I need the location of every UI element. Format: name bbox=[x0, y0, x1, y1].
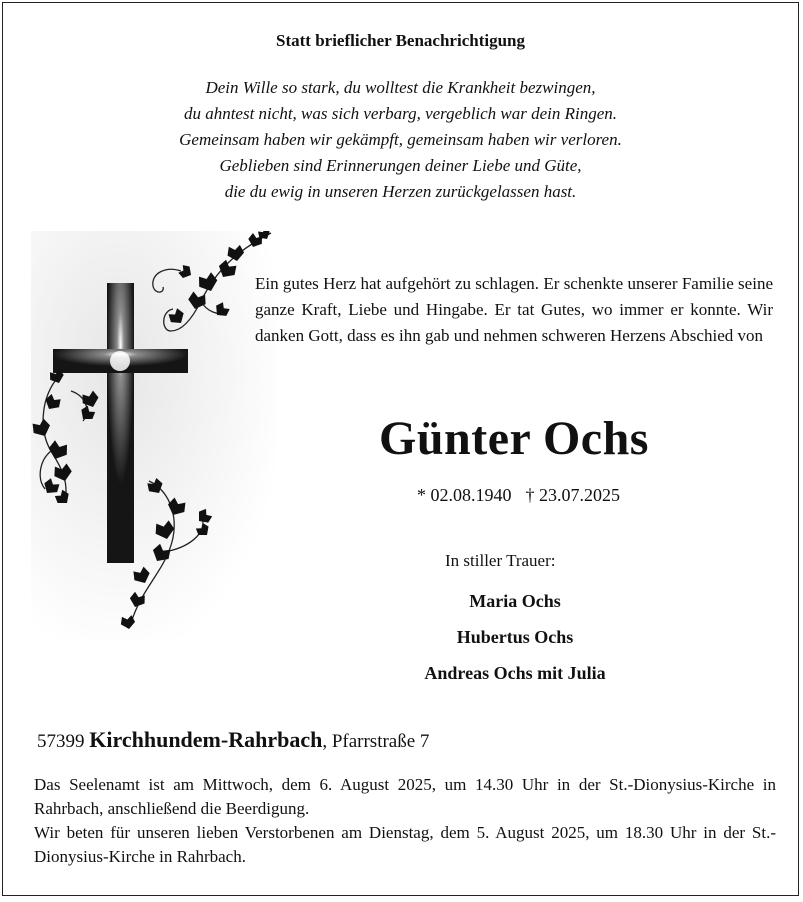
birth-date: * 02.08.1940 bbox=[417, 485, 512, 505]
prayer-info: Wir beten für unseren lieben Verstorbenen am Dienstag, dem 5. August 2025, um 18.30 Uhr in der St.-Dionysius-Kirche in Rahrbach. bbox=[34, 823, 776, 866]
mourner-name: Andreas Ochs mit Julia bbox=[424, 663, 606, 683]
service-information bbox=[34, 773, 776, 869]
poem-line: Dein Wille so stark, du wolltest die Krankheit bezwingen, bbox=[205, 78, 596, 97]
mourner-name: Hubertus Ochs bbox=[456, 627, 574, 647]
cross-with-ivy-icon bbox=[31, 231, 276, 641]
mourner-list bbox=[355, 583, 675, 691]
notice-heading: Statt brieflicher Benachrichtigung bbox=[276, 31, 525, 50]
mourning-label: In stiller Trauer: bbox=[445, 551, 556, 570]
address bbox=[37, 727, 429, 753]
mourner-name: Maria Ochs bbox=[469, 591, 561, 611]
address-city: Kirchhundem-Rahrbach bbox=[89, 727, 323, 752]
requiem-info: Das Seelenamt ist am Mittwoch, dem 6. August 2025, um 14.30 Uhr in der St.-Dionysius-Kirche in Rahrbach, anschließend die Beerdigung. bbox=[34, 775, 776, 818]
poem-line: du ahntest nicht, was sich verbarg, vergeblich war dein Ringen. bbox=[183, 104, 618, 123]
address-street: , Pfarrstraße 7 bbox=[322, 731, 430, 752]
address-zip: 57399 bbox=[37, 731, 85, 752]
poem-line: Geblieben sind Erinnerungen deiner Liebe und Güte, bbox=[219, 156, 582, 175]
deceased-name: Günter Ochs bbox=[379, 412, 649, 465]
death-date: † 23.07.2025 bbox=[525, 485, 620, 505]
poem-line: Gemeinsam haben wir gekämpft, gemeinsam haben wir verloren. bbox=[179, 130, 622, 149]
poem-line: die du ewig in unseren Herzen zurückgelassen hast. bbox=[224, 182, 577, 201]
life-dates bbox=[417, 485, 620, 506]
cross-vertical-beam bbox=[107, 283, 134, 563]
poem bbox=[3, 75, 798, 205]
intro-paragraph: Ein gutes Herz hat aufgehört zu schlagen. Er schenkte unserer Familie seine ganze Kraft, Liebe und Hingabe. Er tat Gutes, wo immer er konnte. Wir danken Gott, dass es ihn gab und nehmen schweren Herzens Abschied von bbox=[255, 274, 773, 345]
intro-text bbox=[255, 271, 773, 349]
obituary-notice bbox=[2, 2, 799, 896]
